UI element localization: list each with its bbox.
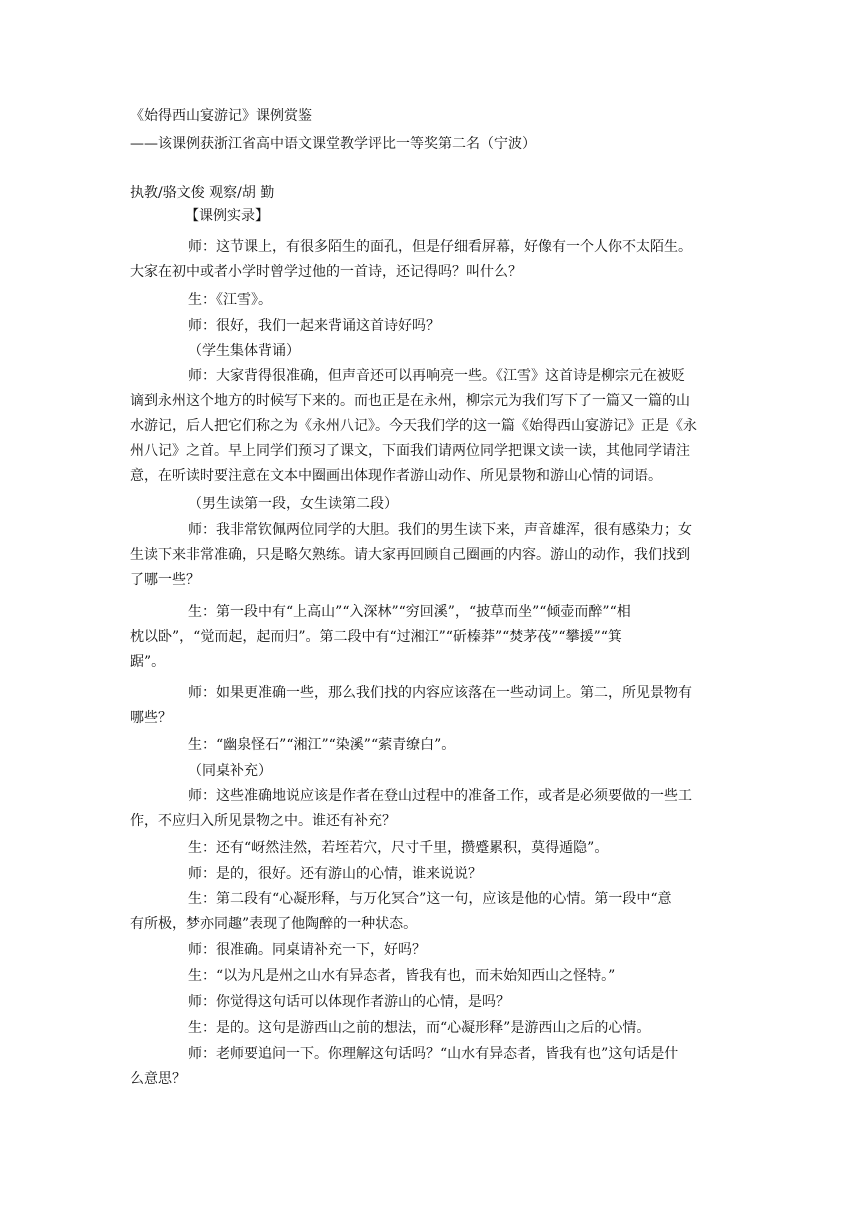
paragraph-line: 谪到永州这个地方的时候写下来的。而也正是在永州，柳宗元为我们写下了一篇又一篇的山	[130, 393, 690, 409]
paragraph-line: 师：是的，很好。还有游山的心情，谁来说说？	[188, 866, 482, 882]
paragraph-line: 州八记》之首。早上同学们预习了课文，下面我们请两位同学把课文读一读，其他同学请注	[130, 443, 690, 459]
paragraph-line: 生：还有“岈然洼然，若垤若穴，尺寸千里，攒蹙累积，莫得遁隐”。	[188, 840, 609, 856]
paragraph-line: 师：老师要追问一下。你理解这句话吗？“山水有异态者，皆我有也”这句话是什	[188, 1046, 679, 1062]
paragraph-line: 师：大家背得很准确，但声音还可以再响亮一些。《江雪》这首诗是柳宗元在被贬	[188, 368, 685, 384]
paragraph-line: 么意思？	[130, 1071, 186, 1087]
paragraph-line: 生：第一段中有“上高山”“入深林”“穷回溪”，“披草而坐”“倾壶而醉”“相	[188, 604, 631, 620]
paragraph-line: 师：这节课上，有很多陌生的面孔，但是仔细看屏幕，好像有一个人你不太陌生。	[188, 239, 692, 255]
section-heading: 【课例实录】	[185, 208, 269, 224]
paragraph-line: 师：这些准确地说应该是作者在登山过程中的准备工作，或者是必须要做的一些工	[188, 788, 692, 804]
paragraph-line: 有所极，梦亦同趣”表现了他陶醉的一种状态。	[130, 916, 418, 932]
paragraph-line: 生：是的。这句是游西山之前的想法，而“心凝形释”是游西山之后的心情。	[188, 1020, 651, 1036]
paragraph-line: 作，不应归入所见景物之中。谁还有补充？	[130, 813, 396, 829]
paragraph-line: 意，在听读时要注意在文本中圈画出体现作者游山动作、所见景物和游山心情的词语。	[130, 468, 662, 484]
paragraph-line: 踞”。	[130, 654, 166, 670]
document-subtitle: ——该课例获浙江省高中语文课堂教学评比一等奖第二名（宁波）	[130, 136, 536, 152]
paragraph-line: （同桌补充）	[188, 763, 272, 779]
document-title: 《始得西山宴游记》课例赏鉴	[130, 108, 312, 124]
paragraph-line: （学生集体背诵）	[188, 343, 300, 359]
paragraph-line: 枕以卧”，“觉而起，起而归”。第二段中有“过湘江”“斫榛莽”“焚茅茷”“攀援”“箕	[130, 629, 622, 645]
paragraph-line: 了哪一些？	[130, 572, 200, 588]
paragraph-line: 师：你觉得这句话可以体现作者游山的心情，是吗？	[188, 994, 510, 1010]
credits-line: 执教/骆文俊 观察/胡 勤	[130, 185, 275, 201]
paragraph-line: （男生读第一段，女生读第二段）	[188, 496, 398, 512]
paragraph-line: 生：“以为凡是州之山水有异态者，皆我有也，而未始知西山之怪特。”	[188, 968, 616, 984]
paragraph-line: 师：很准确。同桌请补充一下，好吗？	[188, 942, 426, 958]
paragraph-line: 哪些？	[130, 710, 172, 726]
paragraph-line: 生：《江雪》。	[188, 292, 272, 308]
paragraph-line: 师：我非常钦佩两位同学的大胆。我们的男生读下来，声音雄浑，很有感染力；女	[188, 522, 692, 538]
paragraph-line: 生读下来非常准确，只是略欠熟练。请大家再回顾自己圈画的内容。游山的动作，我们找到	[130, 547, 690, 563]
paragraph-line: 大家在初中或者小学时曾学过他的一首诗，还记得吗？叫什么？	[130, 264, 522, 280]
paragraph-line: 生：第二段有“心凝形释，与万化冥合”这一句，应该是他的心情。第一段中“意	[188, 891, 672, 907]
paragraph-line: 生：“幽泉怪石”“湘江”“染溪”“萦青缭白”。	[188, 737, 456, 753]
paragraph-line: 师：很好，我们一起来背诵这首诗好吗？	[188, 318, 440, 334]
paragraph-line: 水游记，后人把它们称之为《永州八记》。今天我们学的这一篇《始得西山宴游记》正是《永	[130, 418, 697, 434]
paragraph-line: 师：如果更准确一些，那么我们找的内容应该落在一些动词上。第二，所见景物有	[188, 685, 692, 701]
